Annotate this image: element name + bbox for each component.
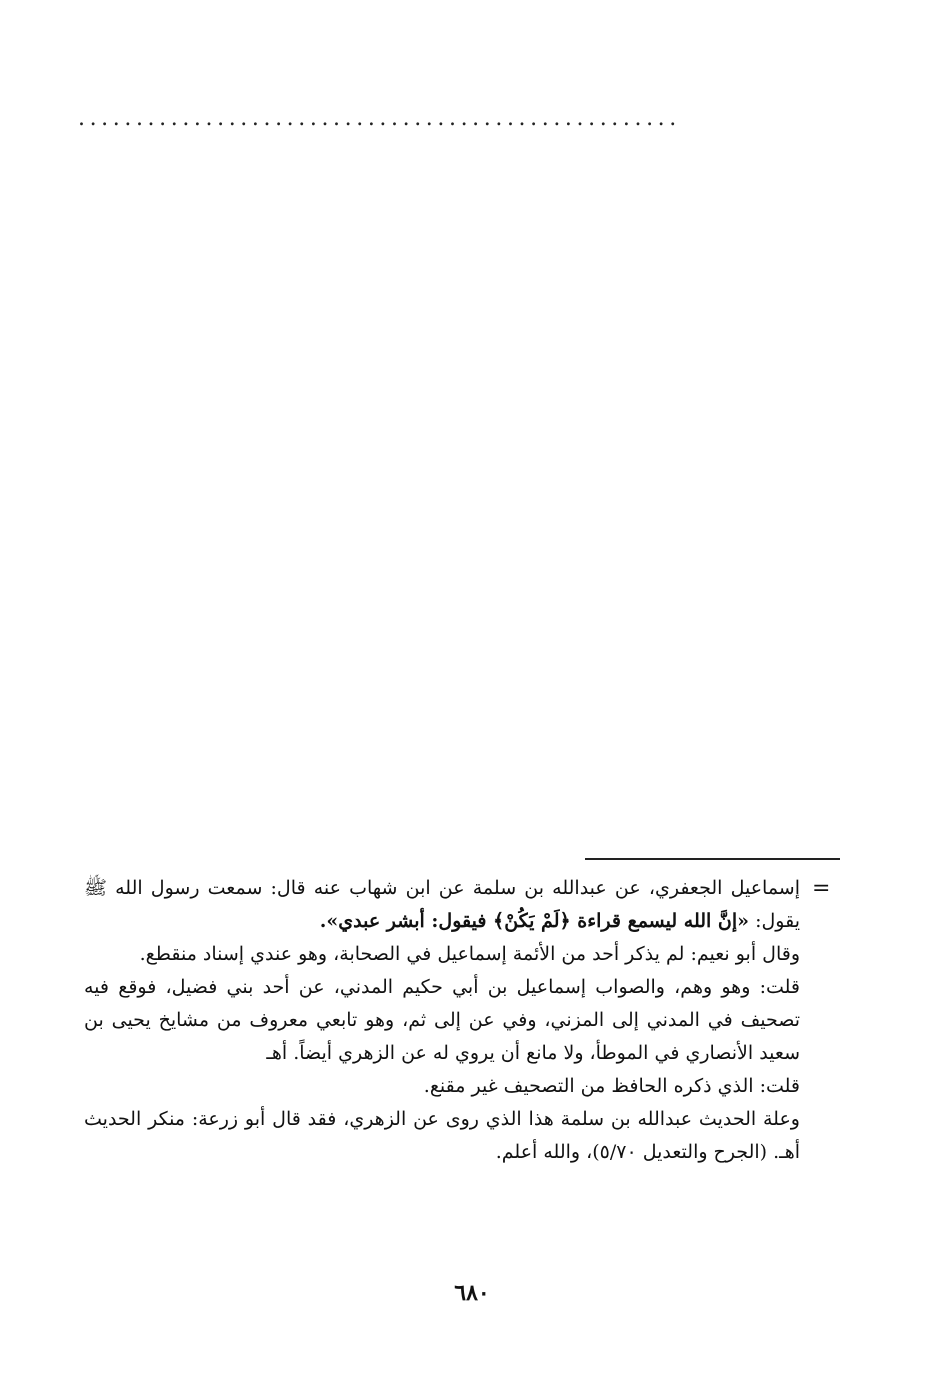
footnote-paragraph-1-text: إسماعيل الجعفري، عن عبدالله بن سلمة عن ابن شهاب عنه قال: سمعت رسول الله ﷺ يقول:: [84, 877, 800, 932]
footnote-paragraph-4: قلت: الذي ذكره الحافظ من التصحيف غير مقنع.: [423, 1075, 800, 1097]
separator-dotted-line: ....................................................: [78, 112, 681, 126]
footnote-paragraph-2: وقال أبو نعيم: لم يذكر أحد من الأئمة إسماعيل في الصحابة، وهو عندي إسناد منقطع.: [139, 943, 800, 965]
hadith-quote: «إنَّ الله ليسمع قراءة ﴿لَمْ يَكُنْ﴾ فيقول: أبشر عبدي».: [319, 910, 750, 932]
footnote-paragraph-3: قلت: وهو وهم، والصواب إسماعيل بن أبي حكيم المدني، عن أحد بني فضيل، فوقع فيه تصحيف في المدني إلى المزني، وفي عن إلى ثم، وهو تابعي معروف من مشايخ يحيى بن سعيد الأنصاري في الموطأ، ولا مانع أن يروي له عن الزهري أيضاً. أهـ: [84, 976, 800, 1064]
page-number: ٦٨٠: [454, 1280, 490, 1306]
footnote-rule: [585, 858, 840, 860]
footnote-paragraph-5: وعلة الحديث عبدالله بن سلمة هذا الذي روى عن الزهري، فقد قال أبو زرعة: منكر الحديث أهـ. (الجرح والتعديل ٥/٧٠)، والله أعلم.: [84, 1108, 800, 1163]
footnote-block: [84, 872, 800, 1169]
continuation-mark: =: [812, 876, 831, 901]
footnote-paragraph-1: [84, 872, 800, 938]
